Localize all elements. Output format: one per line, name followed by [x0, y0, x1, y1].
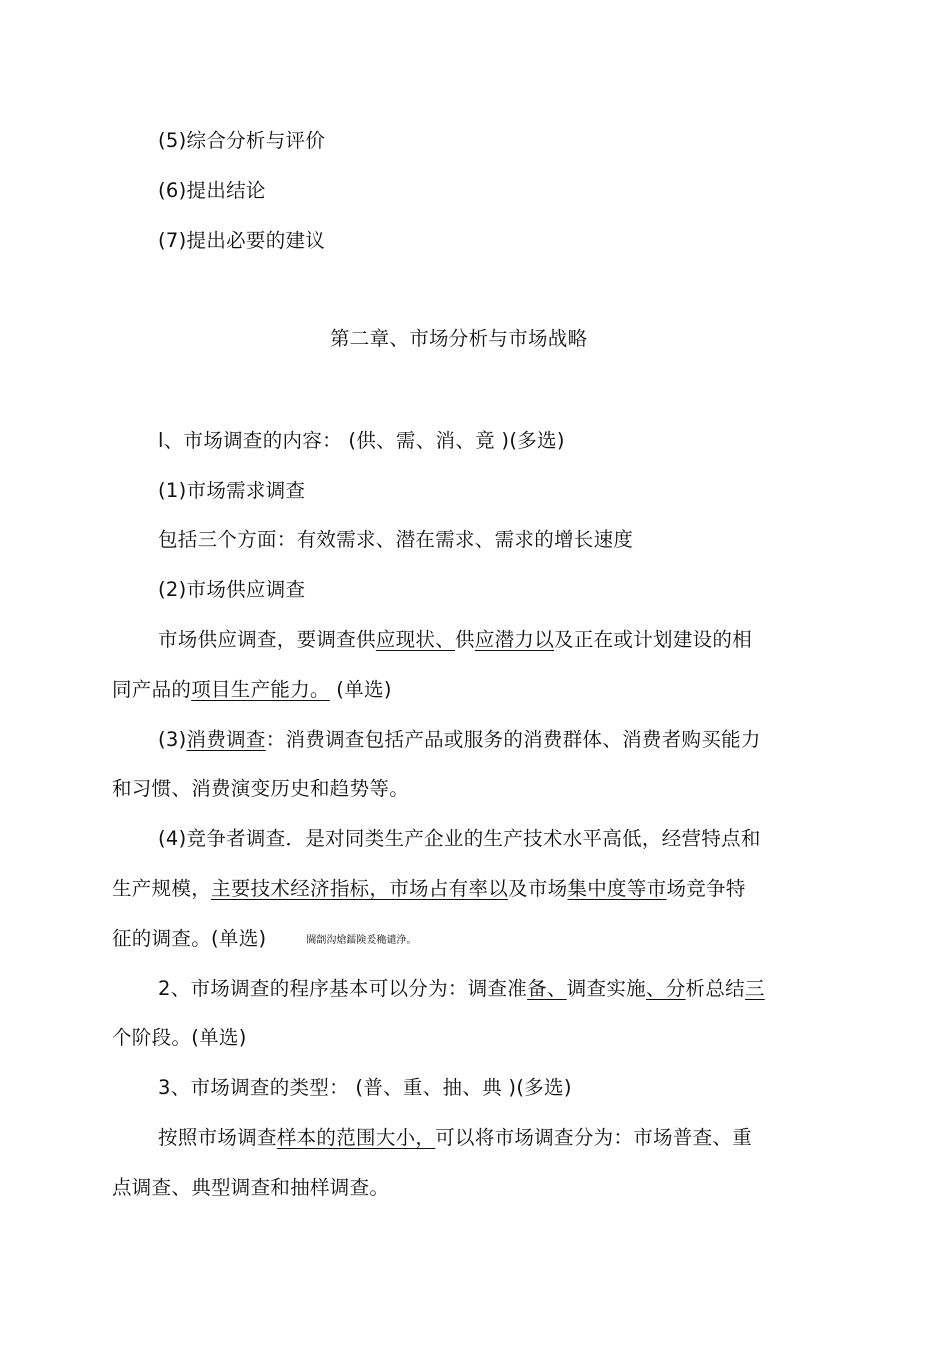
text-segment: 析总结: [685, 977, 745, 1000]
text-line: [158, 1075, 572, 1101]
text-segment: 和习惯、消费演变历史和趋势等。: [112, 777, 410, 800]
underlined-text: 三: [744, 977, 765, 1000]
underlined-text: 主要技术经济指标，市场占有率以: [211, 877, 509, 900]
text-segment: (3): [158, 728, 187, 751]
text-segment: 点调查、典型调查和抽样调查。: [112, 1176, 390, 1199]
text-line: [158, 727, 761, 753]
text-line: [158, 627, 752, 653]
underlined-text: 集中度等市: [567, 877, 667, 900]
text-segment: 供: [455, 628, 475, 651]
text-line: [158, 478, 305, 504]
text-segment: 市场供应调查，要调查供: [158, 628, 376, 651]
text-segment: 个阶段。(单选): [112, 1026, 247, 1049]
text-line: [158, 178, 266, 204]
text-line: [158, 228, 325, 254]
text-segment: (6)提出结论: [158, 179, 266, 202]
text-segment: (单选): [329, 678, 392, 701]
text-line: [112, 876, 746, 902]
text-line: [158, 577, 305, 603]
text-segment: 及正在或计划建设的相: [554, 628, 753, 651]
text-segment: (2)市场供应调查: [158, 578, 306, 601]
text-line: [158, 527, 633, 553]
text-segment: (7)提出必要的建议: [158, 229, 326, 252]
text-segment: 征的调查。(单选): [112, 927, 267, 950]
text-segment: 场竞争特: [666, 877, 746, 900]
text-line: [112, 776, 409, 802]
chapter-heading: [330, 326, 587, 352]
underlined-text: 样本的范围大小，: [276, 1126, 436, 1149]
text-line: [158, 128, 325, 154]
text-line: [158, 1125, 752, 1151]
text-line: [158, 428, 565, 454]
underlined-text: 项目生产能力。: [191, 678, 330, 701]
text-segment: l、市场调查的内容： (供、需、消、竟 )(多选): [158, 429, 565, 452]
text-segment: 调查实施: [566, 977, 646, 1000]
text-line: [158, 826, 761, 852]
text-line: [112, 926, 416, 954]
text-segment: 第二章、市场分析与市场战略: [330, 327, 588, 350]
text-segment: (5)综合分析与评价: [158, 129, 326, 152]
text-segment: 按照市场调查: [158, 1126, 277, 1149]
underlined-text: 备、: [527, 977, 567, 1000]
text-segment: 包括三个方面：有效需求、潜在需求、需求的增长速度: [158, 528, 634, 551]
underlined-text: 消费调查: [186, 728, 266, 751]
text-line: [112, 1175, 389, 1201]
text-line: [158, 976, 765, 1002]
text-segment: 可以将市场调查分为：市场普查、重: [435, 1126, 753, 1149]
text-segment: 及市场: [508, 877, 568, 900]
text-segment: 同产品的: [112, 678, 192, 701]
text-line: [112, 1025, 247, 1051]
text-segment: ：消费调查包括产品或服务的消费群体、消费者购买能力: [265, 728, 761, 751]
text-segment: 3、市场调查的类型： (普、重、抽、典 )(多选): [158, 1076, 572, 1099]
text-segment: 生产规模，: [112, 877, 212, 900]
text-segment: 2、市场调查的程序基本可以分为：调查准: [158, 977, 528, 1000]
text-segment: (4)竞争者调查．是对同类生产企业的生产技术水平高低，经营特点和: [158, 827, 761, 850]
small-note-text: 閫劏沟熗鐳険爰穐谴浄。: [306, 935, 417, 946]
text-segment: (1)市场需求调查: [158, 479, 306, 502]
underlined-text: 、分: [645, 977, 686, 1000]
underlined-text: 应潜力以: [474, 628, 555, 651]
text-line: [112, 677, 392, 703]
underlined-text: 应现状、: [375, 628, 456, 651]
